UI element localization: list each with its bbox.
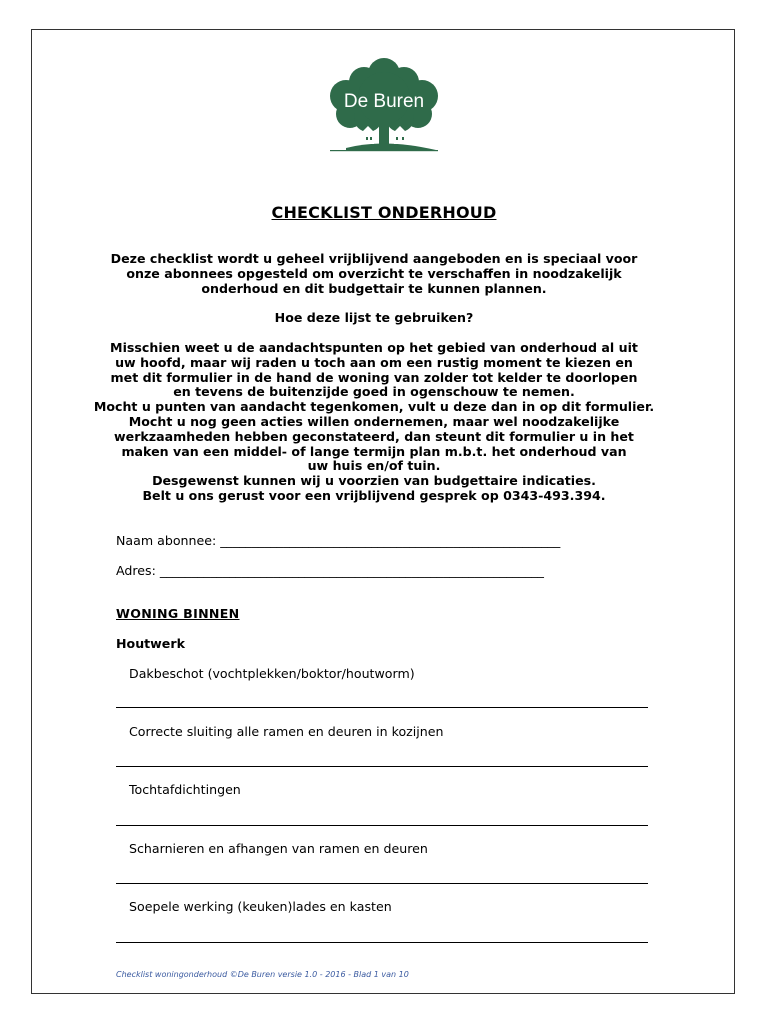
section-heading-woning-binnen: WONING BINNEN xyxy=(116,606,240,621)
subsection-heading-houtwerk: Houtwerk xyxy=(116,636,185,651)
subscriber-name-field[interactable]: Naam abonnee: ______________________________________________________ xyxy=(116,533,561,548)
checklist-item: Tochtafdichtingen xyxy=(129,782,241,797)
intro-paragraph xyxy=(60,252,688,296)
answer-line[interactable] xyxy=(116,883,648,884)
answer-line[interactable] xyxy=(116,825,648,826)
checklist-item: Dakbeschot (vochtplekken/boktor/houtworm) xyxy=(129,666,415,681)
instruction-line: en tevens de buitenzijde goed in ogenschouw te nemen. xyxy=(173,384,575,400)
instruction-line: met dit formulier in de hand de woning van zolder tot kelder te doorlopen xyxy=(110,369,638,385)
checklist-item: Correcte sluiting alle ramen en deuren in kozijnen xyxy=(129,724,444,739)
address-field[interactable]: Adres: _____________________________________________________________ xyxy=(116,563,544,578)
page-footer: Checklist woningonderhoud ©De Buren versie 1.0 - 2016 - Blad 1 van 10 xyxy=(116,970,409,979)
instruction-line: Mocht u nog geen acties willen ondernemen, maar wel noodzakelijke xyxy=(128,413,620,429)
answer-line[interactable] xyxy=(116,942,648,943)
de-buren-logo xyxy=(326,54,442,154)
instruction-line: uw hoofd, maar wij raden u toch aan om een rustig moment te kiezen en xyxy=(115,354,633,370)
checklist-item: Scharnieren en afhangen van ramen en deuren xyxy=(129,841,428,856)
instruction-line: maken van een middel- of lange termijn plan m.b.t. het onderhoud van xyxy=(121,443,627,459)
instruction-line: werkzaamheden hebben geconstateerd, dan steunt dit formulier u in het xyxy=(114,428,634,444)
instruction-line: uw huis en/of tuin. xyxy=(307,458,441,474)
usage-question: Hoe deze lijst te gebruiken? xyxy=(274,310,474,325)
instruction-line: Belt u ons gerust voor een vrijblijvend gesprek op 0343-493.394. xyxy=(142,487,606,503)
logo-text: De Buren xyxy=(343,91,425,112)
intro-line: onze abonnees opgesteld om overzicht te verschaffen in noodzakelijk xyxy=(126,265,622,281)
instruction-line: Misschien weet u de aandachtspunten op het gebied van onderhoud al uit xyxy=(110,340,638,355)
answer-line[interactable] xyxy=(116,707,648,708)
checklist-item: Soepele werking (keuken)lades en kasten xyxy=(129,899,392,914)
instruction-line: Desgewenst kunnen wij u voorzien van budgettaire indicaties. xyxy=(152,473,596,489)
instructions-paragraph xyxy=(60,341,688,504)
intro-line: Deze checklist wordt u geheel vrijblijvend aangeboden en is speciaal voor xyxy=(110,251,638,266)
tree-house-logo-icon xyxy=(326,54,442,154)
instruction-line: Mocht u punten van aandacht tegenkomen, vult u deze dan in op dit formulier. xyxy=(93,399,655,415)
intro-line: onderhoud en dit budgettair te kunnen plannen. xyxy=(201,280,547,296)
answer-line[interactable] xyxy=(116,766,648,767)
page-title: CHECKLIST ONDERHOUD xyxy=(271,203,497,222)
